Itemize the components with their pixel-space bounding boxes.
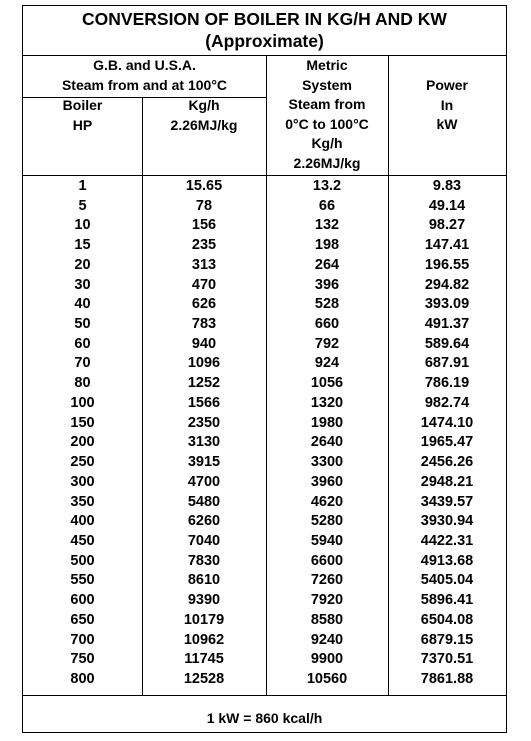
cell-kgh: 313 <box>191 256 217 273</box>
cell-metric-kgh: 264 <box>314 256 340 273</box>
cell-kgh: 10179 <box>183 611 225 628</box>
cell-kgh: 8610 <box>187 572 221 589</box>
table-row <box>23 295 506 315</box>
cell-kgh: 10962 <box>183 631 225 648</box>
cell-kgh: 1096 <box>187 355 221 372</box>
cell-metric-kgh: 5940 <box>310 532 344 549</box>
cell-metric-kgh: 2640 <box>310 434 344 451</box>
header-text: Power <box>425 77 468 93</box>
header-text: In <box>440 96 454 113</box>
header-power-kw <box>388 76 506 135</box>
cell-boiler-hp: 700 <box>70 631 95 648</box>
cell-metric-kgh: 132 <box>314 217 340 234</box>
cell-boiler-hp: 550 <box>70 572 95 589</box>
table-row <box>23 571 506 591</box>
cell-metric-kgh: 13.2 <box>312 178 342 194</box>
cell-kgh: 2350 <box>187 414 221 431</box>
table-row <box>23 335 506 355</box>
cell-kgh: 235 <box>191 237 217 254</box>
cell-metric-kgh: 1980 <box>310 414 344 431</box>
cell-metric-kgh: 7920 <box>310 592 344 609</box>
table-row <box>23 236 506 256</box>
cell-boiler-hp: 150 <box>70 414 95 431</box>
title-line-1: CONVERSION OF BOILER IN KG/H AND KW <box>82 9 447 29</box>
cell-power-kw: 7370.51 <box>420 651 474 668</box>
cell-boiler-hp: 750 <box>70 651 95 668</box>
cell-boiler-hp: 100 <box>70 394 95 411</box>
cell-power-kw: 1965.47 <box>420 434 474 451</box>
table-row <box>23 276 506 296</box>
header-text: System <box>302 76 352 93</box>
table-row <box>23 532 506 552</box>
cell-metric-kgh: 924 <box>314 355 340 372</box>
table-row <box>23 374 506 394</box>
header-metric-system <box>266 56 388 174</box>
cell-power-kw: 7861.88 <box>420 670 474 687</box>
cell-kgh: 11745 <box>184 651 224 668</box>
cell-power-kw: 687.91 <box>424 355 470 372</box>
cell-power-kw: 4913.68 <box>420 552 474 569</box>
cell-boiler-hp: 70 <box>74 355 91 372</box>
cell-metric-kgh: 9240 <box>310 631 344 648</box>
table-row <box>23 354 506 374</box>
header-group-line-1: G.B. and U.S.A. <box>93 57 196 73</box>
cell-kgh: 940 <box>191 335 217 352</box>
cell-power-kw: 6504.08 <box>420 611 474 628</box>
cell-power-kw: 6879.15 <box>420 631 474 648</box>
table-footer-note: 1 kW = 860 kcal/h <box>206 710 323 726</box>
cell-power-kw: 1474.10 <box>420 414 474 431</box>
cell-kgh: 1566 <box>187 394 221 411</box>
cell-metric-kgh: 792 <box>314 335 340 352</box>
cell-kgh: 6260 <box>187 513 221 530</box>
table-row <box>23 473 506 493</box>
table-row <box>23 256 506 276</box>
cell-kgh: 1252 <box>187 375 221 392</box>
header-group-line-2: Steam from and at 100°C <box>61 76 228 93</box>
table-row <box>23 650 506 670</box>
table-row <box>23 433 506 453</box>
header-text: Metric <box>306 57 348 73</box>
cell-boiler-hp: 1 <box>78 178 87 194</box>
cell-boiler-hp: 400 <box>70 513 95 530</box>
cell-metric-kgh: 5280 <box>310 513 344 530</box>
cell-metric-kgh: 7260 <box>310 572 344 589</box>
cell-boiler-hp: 60 <box>74 335 91 352</box>
title-line-2: (Approximate) <box>205 31 324 51</box>
cell-metric-kgh: 198 <box>314 237 340 254</box>
header-text: HP <box>72 116 93 133</box>
table-row <box>23 315 506 335</box>
header-text: 0°C to 100°C <box>285 115 369 132</box>
cell-power-kw: 982.74 <box>424 394 470 411</box>
table-row <box>23 453 506 473</box>
cell-kgh: 78 <box>195 197 213 214</box>
cell-metric-kgh: 1056 <box>310 375 344 392</box>
header-text: Kg/h <box>188 97 220 113</box>
table-row <box>23 631 506 651</box>
cell-metric-kgh: 9900 <box>310 651 344 668</box>
cell-boiler-hp: 450 <box>70 532 95 549</box>
cell-metric-kgh: 660 <box>314 316 340 333</box>
cell-boiler-hp: 5 <box>78 197 87 214</box>
cell-boiler-hp: 15 <box>74 237 91 254</box>
cell-power-kw: 491.37 <box>424 316 470 333</box>
cell-boiler-hp: 40 <box>74 296 91 313</box>
table-row <box>23 591 506 611</box>
cell-power-kw: 9.83 <box>432 178 462 194</box>
cell-metric-kgh: 528 <box>314 296 340 313</box>
table-row <box>23 394 506 414</box>
cell-kgh: 3915 <box>187 454 221 471</box>
header-text: 2.26MJ/kg <box>170 116 238 133</box>
header-kgh <box>142 96 266 135</box>
cell-metric-kgh: 8580 <box>310 611 344 628</box>
table-row <box>23 611 506 631</box>
table-title <box>23 6 506 56</box>
cell-boiler-hp: 800 <box>70 670 95 687</box>
cell-boiler-hp: 200 <box>70 434 95 451</box>
table-row <box>23 177 506 197</box>
cell-kgh: 9390 <box>187 592 221 609</box>
cell-power-kw: 5405.04 <box>420 572 474 589</box>
table-row <box>23 493 506 513</box>
cell-metric-kgh: 6600 <box>310 552 344 569</box>
header-group-gb-usa <box>23 56 266 95</box>
table-row <box>23 197 506 217</box>
header-text: kW <box>436 116 458 133</box>
cell-kgh: 7830 <box>187 552 221 569</box>
cell-power-kw: 3439.57 <box>420 493 474 510</box>
table-row <box>23 216 506 236</box>
cell-power-kw: 5896.41 <box>420 592 474 609</box>
cell-metric-kgh: 10560 <box>306 670 348 687</box>
header-text: Kg/h <box>311 135 343 152</box>
table-row <box>23 552 506 572</box>
cell-kgh: 470 <box>191 276 217 293</box>
cell-power-kw: 196.55 <box>424 256 470 273</box>
conversion-table <box>22 5 507 733</box>
divider-header-body <box>23 175 506 176</box>
cell-kgh: 12528 <box>183 670 225 687</box>
cell-power-kw: 147.41 <box>424 237 470 254</box>
cell-boiler-hp: 50 <box>74 316 91 333</box>
cell-kgh: 3130 <box>187 434 221 451</box>
cell-boiler-hp: 350 <box>70 493 95 510</box>
header-boiler-hp <box>23 96 142 135</box>
cell-kgh: 5480 <box>187 493 221 510</box>
cell-power-kw: 3930.94 <box>420 513 474 530</box>
cell-boiler-hp: 300 <box>70 473 95 490</box>
cell-power-kw: 4422.31 <box>420 532 474 549</box>
cell-power-kw: 786.19 <box>424 375 470 392</box>
cell-metric-kgh: 66 <box>318 197 336 214</box>
header-text: Steam from <box>288 96 366 113</box>
table-row <box>23 512 506 532</box>
cell-power-kw: 98.27 <box>428 217 466 234</box>
table-row <box>23 414 506 434</box>
cell-boiler-hp: 600 <box>70 592 95 609</box>
cell-power-kw: 294.82 <box>424 276 470 293</box>
cell-boiler-hp: 250 <box>70 454 95 471</box>
table-row <box>23 670 506 690</box>
header-text: Boiler <box>62 97 103 113</box>
cell-metric-kgh: 4620 <box>310 493 344 510</box>
cell-kgh: 626 <box>191 296 217 313</box>
cell-boiler-hp: 30 <box>74 276 91 293</box>
cell-boiler-hp: 20 <box>74 256 91 273</box>
cell-metric-kgh: 1320 <box>310 394 344 411</box>
header-text: 2.26MJ/kg <box>293 154 361 171</box>
cell-power-kw: 49.14 <box>428 197 466 214</box>
cell-boiler-hp: 10 <box>74 217 91 234</box>
cell-kgh: 15.65 <box>185 178 223 194</box>
cell-metric-kgh: 3960 <box>310 473 344 490</box>
cell-kgh: 156 <box>191 217 217 234</box>
cell-metric-kgh: 3300 <box>310 454 344 471</box>
cell-kgh: 783 <box>191 316 217 333</box>
cell-kgh: 4700 <box>187 473 221 490</box>
cell-power-kw: 2456.26 <box>420 454 474 471</box>
cell-metric-kgh: 396 <box>314 276 340 293</box>
table-body <box>23 177 506 690</box>
cell-power-kw: 589.64 <box>424 335 470 352</box>
cell-boiler-hp: 80 <box>74 375 91 392</box>
cell-kgh: 7040 <box>187 532 221 549</box>
cell-boiler-hp: 650 <box>70 611 95 628</box>
cell-boiler-hp: 500 <box>70 552 95 569</box>
cell-power-kw: 393.09 <box>424 296 470 313</box>
cell-power-kw: 2948.21 <box>420 473 474 490</box>
